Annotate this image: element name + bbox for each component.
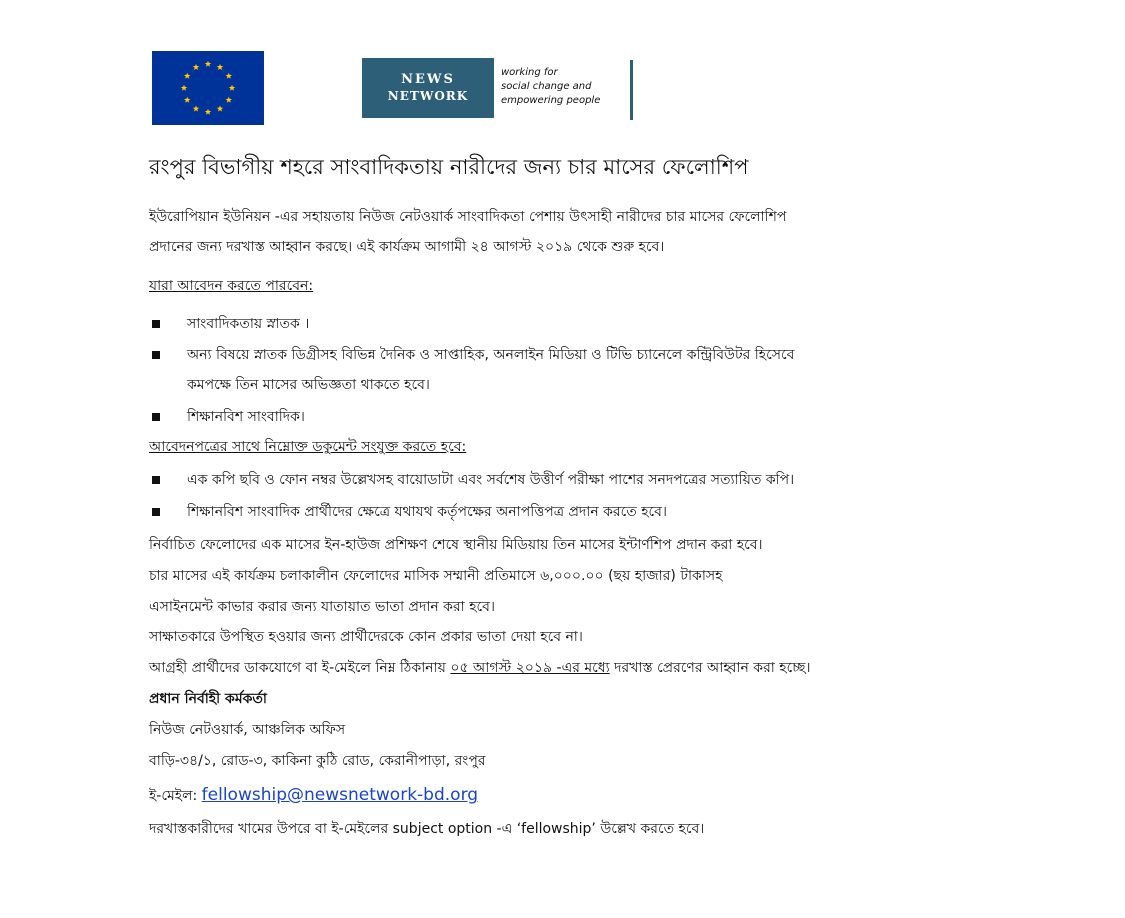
bullet-icon (152, 508, 160, 516)
eu-star-icon (193, 105, 199, 111)
bullet-icon (152, 320, 160, 328)
logo-word-news: NEWS (401, 72, 455, 87)
eu-flag-icon (152, 51, 264, 125)
tagline-line: empowering people (501, 95, 601, 106)
body-line: চার মাসের এই কার্যক্রম চলাকালীন ফেলোদের মাসিক সম্মানী প্রতিমাসে ৬,০০০.০০ (ছয় হাজার) টাকাসহ (149, 568, 723, 584)
eu-star-icon (217, 105, 223, 111)
footer-note: দরখাস্তকারীদের খামের উপরে বা ই-মেইলের subject option -এ ‘fellowship’ উল্লেখ করতে হবে। (149, 821, 705, 837)
deadline-text-after: দরখাস্ত প্রেরণের আহ্বান করা হচ্ছে। (609, 660, 811, 676)
eu-star-icon (193, 64, 199, 70)
body-line: নির্বাচিত ফেলোদের এক মাসের ইন-হাউজ প্রশিক্ষণ শেষে স্থানীয় মিডিয়ায় তিন মাসের ইন্টার্ণশিপ প্রদান করা হবে। (149, 537, 763, 553)
documents-item: এক কপি ছবি ও ফোন নম্বর উল্লেখসহ বায়োডাটা এবং সর্বশেষ উত্তীর্ণ পরীক্ষা পাশের সনদপত্রের সত্যায়িত কপি। (187, 472, 795, 488)
eligibility-item: শিক্ষানবিশ সাংবাদিক। (187, 409, 305, 425)
contact-role: প্রধান নির্বাহী কর্মকর্তা (149, 691, 267, 707)
eu-star-icon (205, 109, 211, 115)
eu-star-icon (181, 85, 187, 91)
logo-divider (630, 60, 633, 120)
eligibility-heading: যারা আবেদন করতে পারবেন: (149, 278, 314, 294)
eu-star-icon (226, 97, 232, 103)
documents-heading: আবেদনপত্রের সাথে নিম্নোক্ত ডকুমেন্ট সংযুক্ত করতে হবে: (149, 439, 467, 455)
bullet-icon (152, 476, 160, 484)
eligibility-item: অন্য বিষয়ে স্নাতক ডিগ্রীসহ বিভিন্ন দৈনিক ও সাপ্তাহিক, অনলাইন মিডিয়া ও টিভি চ্যানেলে কন্ট্রিবিউটর হিসেবে (187, 347, 795, 363)
eu-star-icon (217, 64, 223, 70)
deadline-line (149, 658, 811, 678)
eu-star-icon (184, 97, 190, 103)
document-title: রংপুর বিভাগীয় শহরে সাংবাদিকতায় নারীদের জন্য চার মাসের ফেলোশিপ (149, 155, 749, 179)
tagline-line: working for (501, 67, 558, 78)
eu-flag-logo (152, 51, 264, 125)
body-line: এসাইনমেন্ট কাভার করার জন্য যাতায়াত ভাতা প্রদান করা হবে। (149, 599, 495, 615)
deadline-text-before: আগ্রহী প্রার্থীদের ডাকযোগে বা ই-মেইলে নিম্ন ঠিকানায় (149, 660, 451, 676)
intro-line: ইউরোপিয়ান ইউনিয়ন -এর সহায়তায় নিউজ নেটওয়ার্ক সাংবাদিকতা পেশায় উৎসাহী নারীদের চার মাসের ফেলোশিপ (149, 209, 787, 225)
contact-email-line (149, 783, 478, 808)
logo-tagline (501, 66, 626, 108)
email-label: ই-মেইল: (149, 788, 202, 804)
deadline-date: ০৫ আগস্ট ২০১৯ -এর মধ্যে (450, 660, 610, 676)
body-line: সাক্ষাতকারে উপস্থিত হওয়ার জন্য প্রার্থীদেরকে কোন প্রকার ভাতা দেয়া হবে না। (149, 629, 583, 645)
bullet-icon (152, 413, 160, 421)
email-link[interactable]: fellowship@newsnetwork-bd.org (201, 785, 479, 805)
eligibility-item-continued: কমপক্ষে তিন মাসের অভিজ্ঞতা থাকতে হবে। (187, 377, 430, 393)
eligibility-item: সাংবাদিকতায় স্নাতক । (187, 316, 310, 332)
contact-org: নিউজ নেটওয়ার্ক, আঞ্চলিক অফিস (149, 722, 346, 738)
eu-star-icon (205, 61, 211, 67)
eu-star-icon (226, 73, 232, 79)
tagline-line: social change and (501, 81, 592, 92)
documents-item: শিক্ষানবিশ সাংবাদিক প্রার্থীদের ক্ষেত্রে যথাযথ কর্তৃপক্ষের অনাপত্তিপত্র প্রদান করতে হবে। (187, 504, 667, 520)
news-network-logo (362, 58, 494, 118)
eu-star-icon (229, 85, 235, 91)
contact-address: বাড়ি-৩৪/১, রোড-৩, কাকিনা কুঠি রোড, কেরানীপাড়া, রংপুর (149, 753, 486, 769)
eu-star-icon (184, 73, 190, 79)
intro-line: প্রদানের জন্য দরখাস্ত আহ্বান করছে। এই কার্যক্রম আগামী ২৪ আগস্ট ২০১৯ থেকে শুরু হবে। (149, 239, 665, 255)
bullet-icon (152, 351, 160, 359)
logo-word-network: NETWORK (387, 89, 469, 103)
